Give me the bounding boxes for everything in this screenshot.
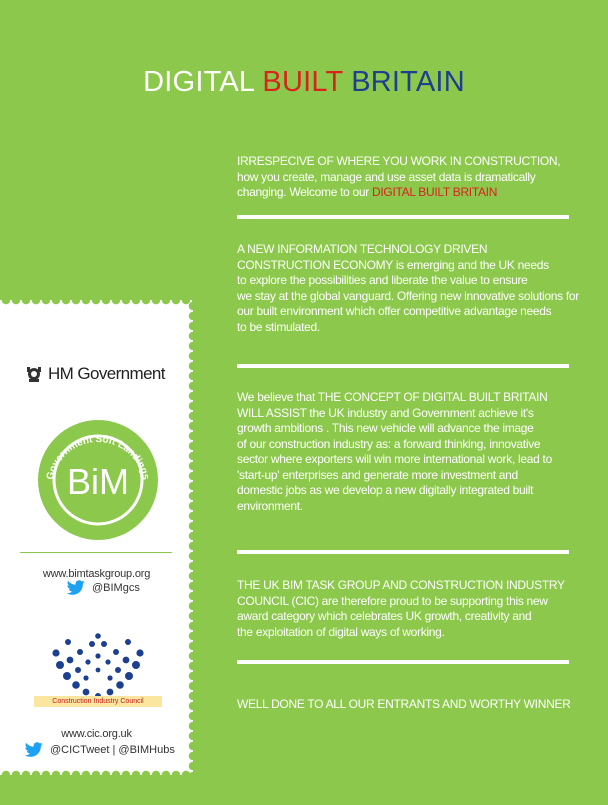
bim-website-link[interactable]: www.bimtaskgroup.org — [42, 568, 151, 580]
paragraph-line: CONSTRUCTION ECONOMY is emerging and the UK needs — [237, 257, 549, 272]
title-word-britain: BRITAIN — [351, 66, 465, 98]
paragraph-line: to be stimulated. — [237, 319, 320, 334]
paragraph-line: the exploitation of digital ways of working. — [237, 624, 445, 639]
economy-paragraph — [237, 242, 592, 335]
twitter-bird-icon — [24, 742, 44, 758]
paragraph-line: A NEW INFORMATION TECHNOLOGY DRIVEN — [237, 242, 488, 256]
hm-government-logo — [24, 362, 184, 386]
paragraph-line: our built environment which offer competitive advantage needs — [237, 304, 552, 318]
stamp-perforation-bottom — [0, 769, 199, 781]
section-divider — [237, 550, 569, 554]
paragraph-line: WILL ASSIST the UK industry and Government achieve it's — [237, 405, 534, 420]
paragraph-line: to explore the possibilities and liberate the value to ensure — [237, 273, 528, 287]
bim-text: BiM — [67, 461, 129, 502]
royal-crest-icon — [24, 364, 44, 384]
intro-line: changing. Welcome to our DIGITAL BUILT BRITAIN — [237, 185, 498, 199]
intro-highlight: DIGITAL BUILT BRITAIN — [372, 185, 498, 199]
stamp-perforation-top — [0, 294, 199, 306]
paragraph-line: domestic jobs as we develop a new digitally integrated built — [237, 483, 534, 497]
intro-line: IRRESPECIVE OF WHERE YOU WORK IN CONSTRUCTION, — [237, 154, 561, 168]
title-word-built: BUILT — [262, 66, 343, 98]
paragraph-line: COUNCIL (CIC) are therefore proud to be supporting this new — [237, 593, 548, 608]
cic-logo — [42, 630, 154, 700]
concept-paragraph — [237, 390, 592, 514]
paragraph-line: of our construction industry as: a forward thinking, innovative — [237, 436, 541, 451]
paragraph-line: 'start-up' enterprises and generate more investment and — [237, 467, 518, 482]
intro-line: how you create, manage and use asset data is dramatically — [237, 169, 536, 184]
bim-ring-text: Government Soft Landings — [44, 433, 152, 481]
support-paragraph — [237, 578, 592, 640]
twitter-bird-icon — [66, 580, 86, 596]
cic-twitter-row[interactable] — [24, 742, 175, 758]
closing-line: WELL DONE TO ALL OUR ENTRANTS AND WORTHY WINNER — [237, 697, 571, 711]
intro-paragraph — [237, 154, 592, 201]
section-divider — [237, 660, 569, 664]
paragraph-line: award category which celebrates UK growth, creativity and — [237, 609, 532, 623]
hm-government-text: HM Government — [48, 364, 165, 383]
bim-twitter-handle: @BIMgcs — [92, 582, 140, 594]
cic-website-link[interactable]: www.cic.org.uk — [61, 728, 132, 740]
paragraph-line: sector where exporters will win more international work, lead to — [237, 452, 552, 466]
paragraph-line: THE UK BIM TASK GROUP AND CONSTRUCTION INDUSTRY — [237, 578, 565, 592]
paragraph-line: environment. — [237, 498, 303, 513]
stamp-perforation-right — [187, 300, 199, 775]
sidebar-divider — [20, 552, 172, 553]
bim-twitter-row[interactable] — [66, 580, 140, 596]
section-divider — [237, 364, 569, 368]
paragraph-line: growth ambitions . This new vehicle will advance the image — [237, 421, 534, 435]
bim-soft-landings-logo — [36, 418, 160, 542]
page-title — [0, 66, 608, 99]
title-word-digital: DIGITAL — [143, 66, 255, 98]
cic-twitter-handles: @CICTweet | @BIMHubs — [50, 744, 175, 756]
paragraph-line: We believe that THE CONCEPT OF DIGITAL BUILT BRITAIN — [237, 390, 548, 404]
cic-label: Construction Industry Council — [34, 696, 162, 707]
paragraph-line: we stay at the global vanguard. Offering new innovative solutions for — [237, 288, 579, 303]
section-divider — [237, 215, 569, 219]
